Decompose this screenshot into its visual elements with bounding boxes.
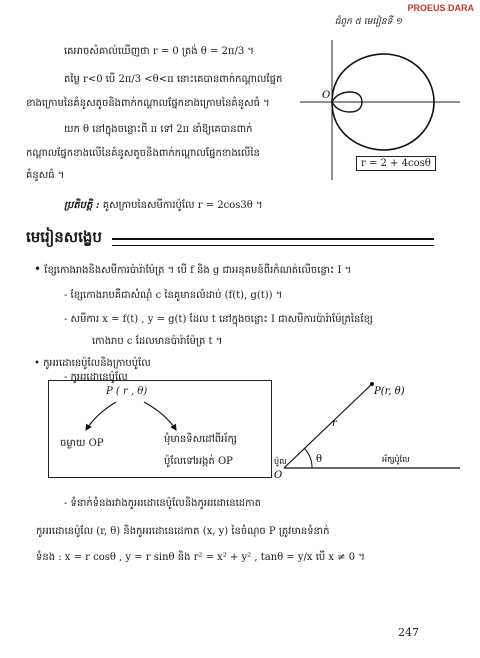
polar-origin-label: O (274, 470, 283, 480)
intro-line-3: ខាងក្រោមនៃគំនូសតូចនិងពាក់កណ្ដាលផ្នែកខាងក្រោមនៃគំនូសធំ ។ (26, 98, 270, 109)
practice-line (64, 198, 263, 213)
box-right-label-1: មុំមានទិសដៅពីអ័ក្ស (164, 434, 237, 445)
box-arrows (48, 380, 270, 476)
box-left-label: ចម្ងាយ OP (60, 438, 104, 449)
ray-op (284, 384, 372, 468)
watermark: PROEUS DARA (407, 3, 474, 13)
intro-line-1: គេអាចសំគាល់ឃើញថា r = 0 ត្រង់ θ = 2π/3 ។ (64, 46, 254, 57)
box-right-label-2: ប៉ូលែទៅអង្កត់ OP (164, 456, 233, 467)
practice-label: ប្រតិបត្តិ : (64, 200, 100, 211)
theta-arc (304, 448, 312, 468)
polar-theta-label: θ (316, 454, 323, 465)
practice-text: គូសក្រាបនៃសមីការប៉ូលែ r = 2cos3θ ។ (102, 200, 263, 211)
polar-axis-label: អ័ក្សប៉ូលែ (382, 455, 410, 464)
arrow-right (144, 402, 176, 430)
bullet-dot: • (34, 262, 42, 276)
arrow-left (86, 402, 116, 430)
bullet-5: • កូអរដោនេប៉ូលែនិងក្រាបប៉ូលែ (34, 358, 151, 369)
summary-rule (112, 238, 434, 246)
graph-equation: r = 2 + 4cosθ (356, 156, 436, 171)
intro-line-2: តម្លៃ r<0 បើ 2π/3 <θ<π នោះគេបានពាក់កណ្ដាលផ្នែក (64, 74, 283, 85)
relation-line-2: កូអរដោនេប៉ូលែ (r, θ) និងកូអរដោនេដេកាត (x, y) នៃចំណុច P ត្រូវមានទំនាក់ (36, 526, 330, 537)
relation-line-1: - ទំនាក់ទំនងរវាងកូអរដោនេប៉ូលែនិងកូអរដោនេដេកាត (64, 498, 261, 509)
intro-line-5: កណ្ដាលផ្នែកខាងលើនៃគំនូសតូចនិងពាក់កណ្ដាលផ្នែកខាងលើនៃ (26, 148, 260, 159)
bullet-2: - ខ្សែកោងរាបគឺជាសំណុំ c នៃគូមានលំដាប់ (f(t), g(t)) ។ (64, 290, 283, 301)
box-point-label: P ( r , θ) (106, 386, 148, 397)
polar-pole-label: ប៉ូល (274, 457, 287, 466)
bullet-1-text: ខ្សែកោងរាងនិងសមីការប៉ារ៉ាម៉ែត្រ ។ បើ f និង g ជាអនុគមន៍ពីរកំណត់លើចន្លោះ I ។ (44, 265, 352, 276)
bullet-6: - កូអរដោនេប៉ូលែ (64, 372, 128, 383)
page-number: 247 (398, 626, 419, 639)
polar-r-label: r (332, 418, 337, 429)
intro-line-6: គំនូសធំ ។ (26, 170, 65, 181)
bullet-1 (34, 262, 351, 278)
graph-origin-label: O (322, 90, 331, 101)
chapter-header: ជំពូក ៥ មេរៀនទី ១ (334, 17, 402, 27)
relation-line-3: ទំនង : x = r cosθ , y = r sinθ និង r² = x² + y² , tanθ = y/x បើ x ≠ 0 ។ (36, 552, 365, 563)
bullet-3: - សមីការ x = f(t) , y = g(t) ដែល t នៅក្នុងចន្លោះ I ជាសមីការប៉ារ៉ាម៉ែត្រនៃខ្សែ (64, 314, 373, 325)
summary-title: មេរៀនសង្ខេប (26, 228, 102, 246)
polar-point-label: P(r, θ) (374, 386, 405, 397)
bullet-4: កោងរាប c ដែលមានប៉ារ៉ាម៉ែត្រ t ។ (92, 336, 223, 347)
polar-point-figure (272, 380, 460, 480)
intro-line-4: យក θ នៅក្នុងចន្លោះពី π ទៅ 2π នាំឱ្យគេបានពាក់ (64, 124, 253, 135)
